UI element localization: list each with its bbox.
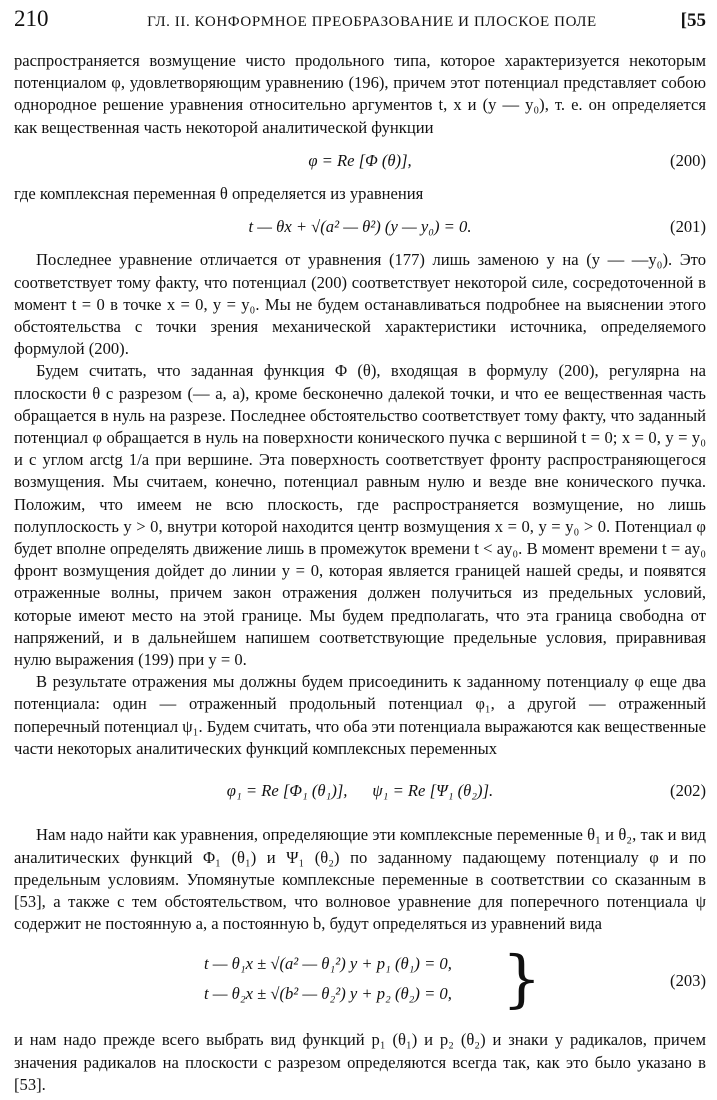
- paragraph-1: распространяется возмущение чисто продольного типа, которое характеризуется некоторым потенциалом φ, удовлетворяющим уравнению (196), причем этот потенциал представляет собою однородное решение уравнения относительно аргументов t, x и (y — y₀), т. е. он определяется как вещественная часть некоторой аналитической функции: [14, 51, 706, 137]
- equation-201-formula: t — θx + √(a² — θ²) (y — y₀) = 0.: [248, 217, 472, 237]
- paragraph-7: и нам надо прежде всего выбрать вид функций p₁ (θ₁) и p₂ (θ₂) и знаки у радикалов, причем значения радикалов на плоскости с разрезом определяются всегда так, как это было указано в [53].: [14, 1030, 706, 1094]
- equation-200-number: (200): [670, 150, 706, 170]
- equation-203-system: [204, 949, 452, 1009]
- page-header: [14, 8, 706, 50]
- paragraph-4: Будем считать, что заданная функция Φ (θ), входящая в формулу (200), регулярна на плоскости θ с разрезом (— a, a), кроме бесконечно далекой точки, и что ее вещественная часть обращается в нуль на разрезе. Последнее обстоятельство соответствует тому факту, что заданный потенциал φ обращается в нуль на поверхности конического пучка с вершиной t = 0; x = 0, y = y₀ и с углом arctg 1/a при вершине. Эта поверхность соответствует фронту распространяющегося возмущения. Мы считаем, конечно, потенциал равным нулю и везде вне конического пучка. Положим, что имеем не всю плоскость, где распространяется возмущение, но лишь полуплоскость y > 0, внутри которой находится центр возмущения x = 0, y = y₀ > 0. Потенциал φ будет вполне определять движение лишь в промежуток времени t < ay₀. В момент времени t = ay₀ фронт возмущения дойдет до линии y = 0, которая является границей нашей среды, и появятся отраженные волны, причем закон отражения должен получиться из предельных условий, которые имеют место на этой границе. Мы будем предполагать, что эта граница свободна от напряжений, и в дальнейшем напишем соответствующие предельные условия, приравнивая нулю выражения (199) при y = 0.: [14, 361, 706, 670]
- running-title: ГЛ. II. КОНФОРМНОЕ ПРЕОБРАЗОВАНИЕ И ПЛОСКОЕ ПОЛЕ: [147, 14, 597, 30]
- equation-203-number: (203): [670, 971, 706, 991]
- paragraph-2: где комплексная переменная θ определяется из уравнения: [14, 184, 424, 204]
- paragraph-5: В результате отражения мы должны будем присоединить к заданному потенциалу φ еще два потенциала: один — отраженный продольный потенциал φ₁, а другой — отраженный поперечный потенциал ψ₁. Будем считать, что оба эти потенциала выражаются как вещественные части некоторых аналитических функций комплексных переменных: [14, 672, 706, 758]
- equation-202-formula: φ₁ = Re [Φ₁ (θ₁)], ψ₁ = Re [Ψ₁ (θ₂)].: [226, 781, 494, 801]
- paragraph-3: Последнее уравнение отличается от уравнения (177) лишь заменою y на (y — —y₀). Это соответствует тому факту, что потенциал (200) соответствует некоторой силе, сосредоточенной в момент t = 0 в точке x = 0, y = y₀. Мы не будем останавливаться подробнее на выяснении этого обстоятельства с точки зрения механической характеристики источника, определяемого формулой (200).: [14, 250, 706, 359]
- equation-203: [14, 942, 706, 1017]
- equation-202: [14, 780, 706, 802]
- equation-201-number: (201): [670, 217, 706, 237]
- page-number: 210: [14, 6, 49, 31]
- paragraph-6: Нам надо найти как уравнения, определяющие эти комплексные переменные θ₁ и θ₂, так и вид аналитических функций Φ₁ (θ₁) и Ψ₁ (θ₂) по заданному падающему потенциалу φ и по предельным условиям. Упомянутые комплексные переменные в соответствии со сказанным в [53], а также с тем обстоятельством, что волновое уравнение для поперечного потенциала ψ содержит не постоянную a, а постоянную b, будут определяться из уравнений вида: [14, 825, 706, 934]
- equation-203-line-2: t — θ₂x ± √(b² — θ₂²) y + p₂ (θ₂) = 0,: [204, 984, 452, 1004]
- section-number: [55: [680, 10, 706, 31]
- equation-201: [14, 216, 706, 238]
- equation-202-number: (202): [670, 781, 706, 801]
- right-brace-icon: }: [502, 942, 542, 1016]
- equation-203-line-1: t — θ₁x ± √(a² — θ₁²) y + p₁ (θ₁) = 0,: [204, 954, 452, 974]
- equation-200: [14, 150, 706, 172]
- equation-200-formula: φ = Re [Φ (θ)],: [308, 150, 412, 170]
- book-page: [14, 8, 706, 1096]
